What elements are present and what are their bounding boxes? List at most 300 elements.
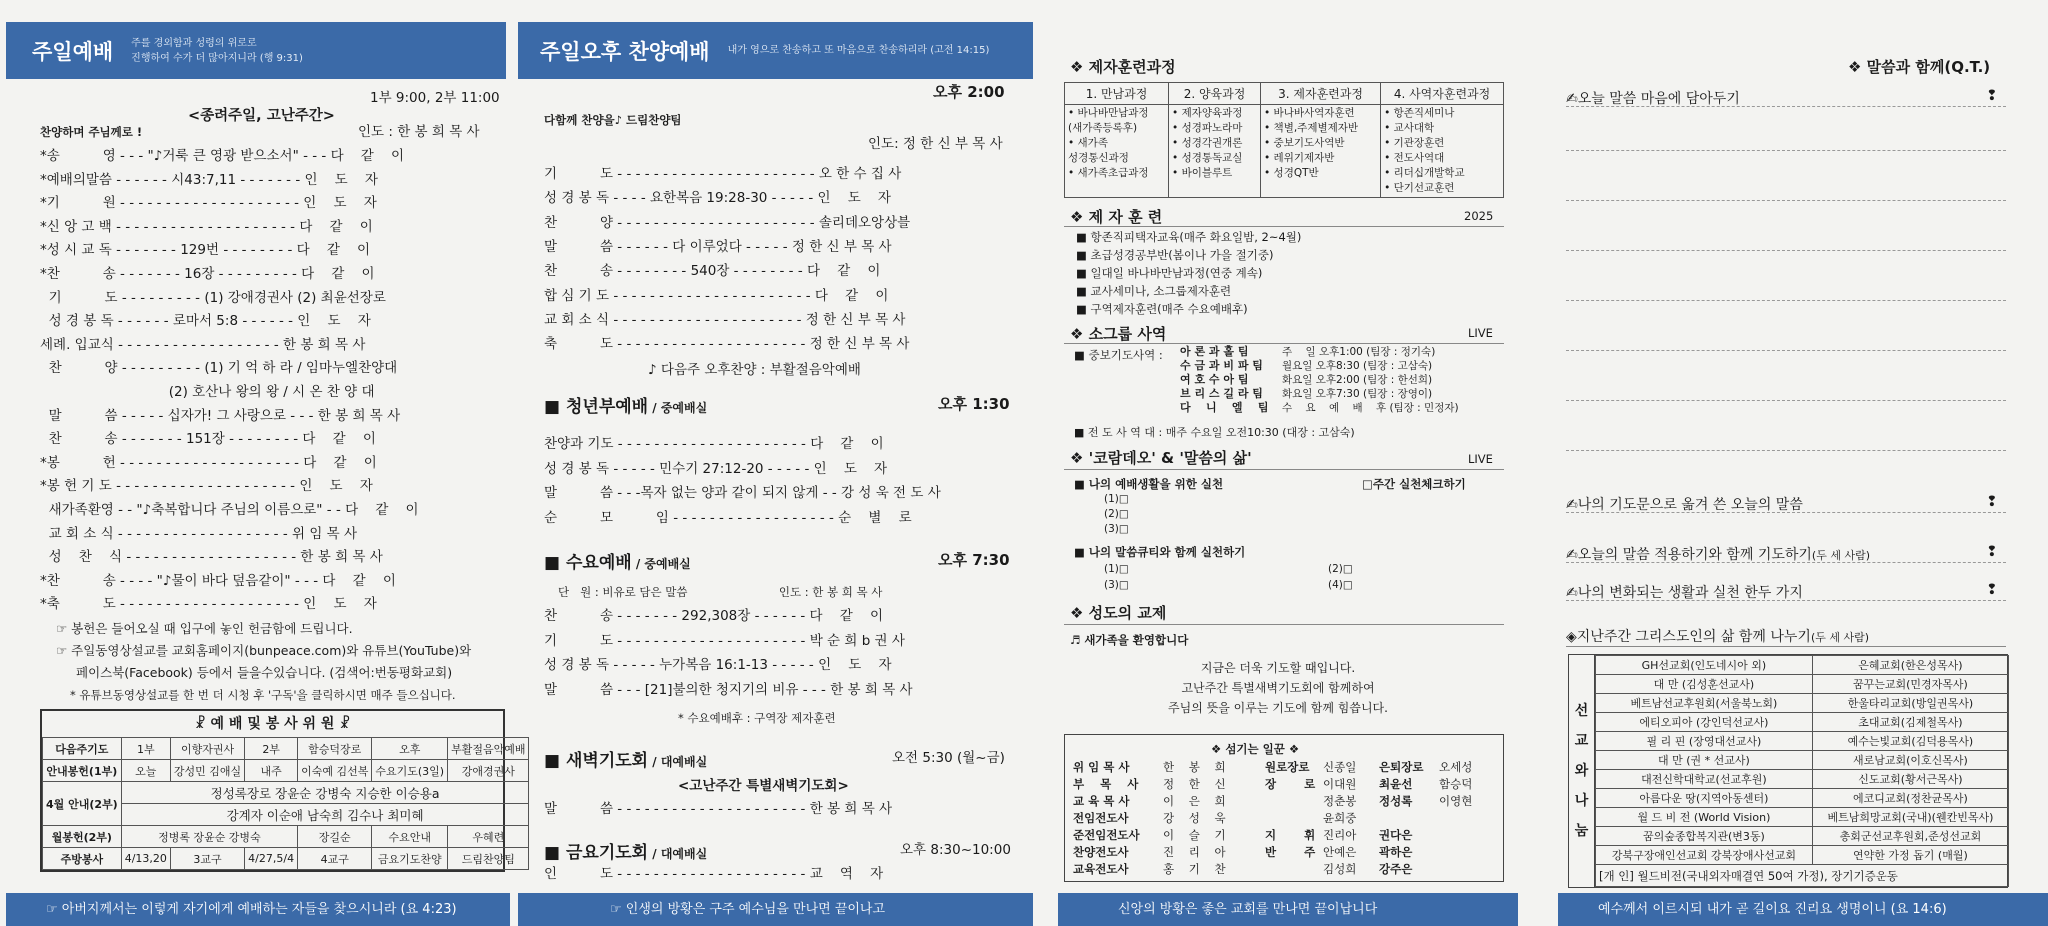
discipleship-item: ■ 일대일 바나바만남과정(연중 계속) — [1076, 266, 1263, 280]
dawn-time: 오전 5:30 (월~금) — [892, 750, 1005, 766]
afternoon-worship-column — [518, 0, 1033, 926]
youth-worship-title — [544, 392, 707, 417]
qt-share-text: ◈지난주간 그리스도인의 삶 함께 나누기 — [1566, 629, 1811, 645]
qt-share-sub: (두 세 사람) — [1810, 631, 1870, 644]
service-item: 교 회 소 식 - - - - - - - - - - - - - - - - - - - 위 임 목 사 — [40, 525, 358, 542]
table-cell: 4/27,5/4 — [245, 848, 298, 870]
training-item: • 성경QT반 — [1264, 167, 1319, 179]
mission-cell: 한울타리교회(방일권목사) — [1812, 694, 2008, 713]
team-name: 수 금 과 비 파 팀 — [1180, 359, 1263, 372]
side-char: 선 — [1574, 703, 1589, 719]
service-item: 말 씀 - - - - - 십자가! 그 사랑으로 - - - 한 봉 희 목 사 — [40, 407, 401, 424]
mission-cell: 초대교회(김제철목사) — [1812, 713, 2008, 732]
training-item: • 레위기제자반 — [1264, 152, 1335, 164]
staff-name: 홍 기 찬 — [1163, 862, 1226, 876]
service-time: 1부 9:00, 2부 11:00 — [370, 90, 500, 106]
staff-title: ❖ 섬기는 일꾼 ❖ — [1211, 742, 1300, 756]
table-cell: 4월 안내(2부) — [43, 782, 122, 826]
table-cell: 강성민 김애실 — [170, 760, 244, 782]
training-item: • 전도사역대 — [1384, 152, 1445, 164]
staff-role: 찬양전도사 — [1073, 845, 1129, 859]
note-youtube: * 유튜브동영상설교를 한 번 더 시청 후 '구독'을 클릭하시면 매주 들으십니다. — [70, 688, 456, 702]
wed-place: / 중예배실 — [631, 557, 691, 571]
staff-name: 강 성 욱 — [1163, 811, 1226, 825]
service-item: 말 씀 - - - [21]불의한 청지기의 비유 - - - 한 봉 희 목 사 — [544, 681, 913, 698]
table-cell: 정성록장로 장윤순 강병숙 지승한 이승용a — [121, 782, 529, 804]
service-item: (2) 호산나 왕의 왕 / 시 온 찬 양 대 — [40, 384, 375, 400]
staff-role: 부 목 사 — [1073, 777, 1139, 791]
sunday-worship-header — [6, 22, 506, 79]
mission-cell: 필 리 핀 (장영대선교사) — [1596, 732, 1813, 751]
answer-line — [1566, 200, 2006, 201]
staff-cell: 곽하은 — [1379, 845, 1413, 859]
checkbox: (2)□ — [1328, 563, 1353, 575]
table-cell: 수요기도(3일) — [372, 760, 448, 782]
note-offering: ☞ 봉헌은 들어오실 때 입구에 놓인 헌금함에 드립니다. — [56, 621, 353, 636]
mission-cell: 베트남희망교회(국내)(웬칸빈목사) — [1812, 808, 2008, 827]
mission-cell: 총회군선교후원회,준성선교회 — [1812, 827, 2008, 846]
mission-cell: [개 인] 월드비전(국내외자매결연 50여 가정), 장기기증운동 — [1596, 865, 2009, 887]
service-item: 찬 양 - - - - - - - - - - - - - - - - - - - - - - 솔리데오앙상블 — [544, 214, 911, 231]
dawn-subtitle: <고난주간 특별새벽기도회> — [678, 778, 849, 794]
staff-cell: 함승덕 — [1439, 777, 1473, 791]
team-name: 다 니 엘 팀 — [1180, 401, 1269, 414]
mission-row — [1596, 865, 2009, 887]
wed-time: 오후 7:30 — [938, 551, 1010, 569]
discipleship-year: 2025 — [1464, 209, 1494, 223]
header-verse-line1: 주를 경외함과 성령의 위로로 — [131, 37, 257, 49]
youth-place: / 중예배실 — [648, 401, 708, 415]
training-item: • 성경통독교실 — [1172, 152, 1243, 164]
committee-row — [43, 848, 529, 870]
answer-line — [1566, 400, 2006, 401]
training-item: • 리더십개발학교 — [1384, 167, 1465, 179]
mission-row — [1596, 827, 2009, 846]
side-char: 교 — [1574, 733, 1589, 749]
service-item: *봉 헌 기 도 - - - - - - - - - - - - - - - - - - - - 인 도 자 — [40, 478, 373, 495]
qt-prayer-word: ✍나의 기도문으로 옮겨 쓴 오늘의 말씀 — [1566, 497, 1803, 513]
qt-column — [1558, 0, 2048, 926]
service-item: 기 도 - - - - - - - - - (1) 강애경권사 (2) 최윤선장로 — [40, 289, 386, 306]
training-head-cell: 4. 사역자훈련과정 — [1381, 83, 1504, 105]
header-verse-line2: 진행하여 수가 더 많아지니라 (행 9:31) — [131, 52, 303, 64]
service-item: *성 시 교 독 - - - - - - - 129번 - - - - - - - - 다 같 이 — [40, 242, 371, 259]
training-head — [1065, 83, 1504, 105]
divider — [1064, 624, 1504, 625]
service-item: 찬 송 - - - - - - - 292,308장 - - - - - - 다 같 이 — [544, 608, 884, 624]
training-col — [1261, 105, 1381, 198]
discipleship-item: ■ 교사세미나, 소그룹제자훈련 — [1076, 284, 1232, 298]
mission-cell: 에코디교회(정찬균목사) — [1812, 789, 2008, 808]
service-item: 축 도 - - - - - - - - - - - - - - - - - - - - - 정 한 신 부 목 사 — [544, 336, 910, 353]
checkbox: (3)□ — [1104, 523, 1129, 535]
service-item: 세례. 입교식 - - - - - - - - - - - - - - - - - - 한 봉 희 목 사 — [40, 336, 366, 353]
message-line: 주님의 뜻을 이루는 기도에 함께 힘씁니다. — [1168, 701, 1388, 715]
footer-verse: ☞ 아버지께서는 이렇게 자기에게 예배하는 자들을 찾으시니라 (요 4:23) — [6, 893, 510, 926]
staff-cell: 장 로 — [1265, 777, 1316, 791]
youth-time: 오후 1:30 — [938, 395, 1010, 413]
discipleship-item: ■ 구역제자훈련(매주 수요예배후) — [1076, 302, 1248, 316]
service-item: 찬양과 기도 - - - - - - - - - - - - - - - - - - - - - 다 같 이 — [544, 436, 884, 452]
training-head-cell: 3. 제자훈련과정 — [1261, 83, 1381, 105]
training-col — [1381, 105, 1504, 198]
mission-cell: 예수는빛교회(김덕용목사) — [1812, 732, 2008, 751]
discipleship-item: ■ 항존직피택자교육(매주 화요일밤, 2~4월) — [1076, 230, 1302, 244]
service-item: 찬 송 - - - - - - - - 540장 - - - - - - - - 다 같 이 — [544, 263, 881, 280]
dawn-prayer-title — [544, 746, 707, 771]
staff-cell: 신종일 — [1323, 760, 1357, 774]
qt-apply — [1566, 544, 1870, 564]
service-committee-box — [40, 709, 526, 872]
training-item: • 교사대학 — [1384, 122, 1435, 134]
service-time: 오후 2:00 — [933, 83, 1005, 101]
team-schedule: 수 요 예 배 후 (팀장 : 민정자) — [1282, 402, 1459, 414]
fri-title-text: ■ 금요기도회 — [544, 843, 649, 863]
training-item: • 바나바사역자훈련 — [1264, 107, 1355, 119]
service-item: 교 회 소 식 - - - - - - - - - - - - - - - - - - - - - 정 한 신 부 목 사 — [544, 311, 906, 328]
fellowship-title: ❖ 성도의 교제 — [1070, 604, 1167, 622]
training-item: • 제자양육과정 — [1172, 107, 1243, 119]
staff-cell: 강주은 — [1379, 862, 1413, 876]
mission-cell: 신도교회(황서근목사) — [1812, 770, 2008, 789]
staff-cell: 정성록 — [1379, 794, 1413, 808]
answer-line — [1566, 600, 2006, 601]
discipleship-item: ■ 초급성경공부반(봄이나 가을 절기중) — [1076, 248, 1274, 262]
youth-title-text: ■ 청년부예배 — [544, 397, 649, 417]
staff-name: 이 슬 기 — [1163, 828, 1226, 842]
note-online: ☞ 주일동영상설교를 교회홈페이지(bunpeace.com)와 유튜브(YouTube)와 — [56, 643, 472, 658]
checkbox: (3)□ — [1104, 579, 1129, 591]
table-cell: 오늘 — [121, 760, 170, 782]
friday-prayer-title — [544, 838, 707, 863]
divider — [1064, 469, 1504, 470]
table-cell: 내주 — [245, 760, 298, 782]
mission-box — [1568, 654, 2008, 888]
service-item: 기 도 - - - - - - - - - - - - - - - - - - - - - 박 순 희 b 권 사 — [544, 632, 905, 649]
table-cell: 수요안내 — [372, 826, 448, 848]
service-item: *찬 송 - - - - - - - 16장 - - - - - - - - - 다 같 이 — [40, 266, 375, 282]
staff-role: 교육전도사 — [1073, 862, 1129, 876]
qt-apply-sub: (두 세 사람) — [1811, 549, 1871, 562]
staff-name: 한 봉 희 — [1163, 760, 1226, 774]
training-item: • 바나바만남과정 — [1068, 107, 1149, 119]
answer-line — [1566, 300, 2006, 301]
checkbox: (1)□ — [1104, 493, 1129, 505]
lead-leader: 인도 : 한 봉 희 목 사 — [358, 124, 480, 140]
service-item: *기 원 - - - - - - - - - - - - - - - - - - - - 인 도 자 — [40, 195, 377, 212]
training-item: • 기관장훈련 — [1384, 137, 1445, 149]
mission-cell: 강북구장애인선교회 강북장애사선교회 — [1596, 846, 1813, 865]
service-item: 말 씀 - - - - - - 다 이루었다 - - - - - 정 한 신 부 목 사 — [544, 238, 892, 255]
training-head-cell: 1. 만남과정 — [1065, 83, 1169, 105]
committee-row — [43, 826, 529, 848]
wed-subtitle: 단 원 : 비유로 담은 말씀 인도 : 한 봉 희 목 사 — [558, 585, 883, 599]
training-table — [1064, 82, 1504, 198]
mission-cell: 대 만 (김성훈선교사) — [1596, 675, 1813, 694]
team-name: 브 리 스 길 라 팀 — [1180, 387, 1263, 400]
side-char: 눔 — [1574, 823, 1589, 839]
footer-verse: 예수께서 이르시되 내가 곧 길이요 진리요 생명이니 (요 14:6) — [1558, 893, 2048, 926]
service-item: 새가족환영 - - "♪축복합니다 주님의 이름으로" - - 다 같 이 — [40, 502, 419, 518]
service-item: 성 경 봉 독 - - - - - 누가복음 16:1-13 - - - - - 인 도 자 — [544, 657, 892, 673]
team-schedule: 주 일 오후1:00 (팀장 : 정기숙) — [1282, 346, 1436, 358]
training-item: 성경통신과정 — [1068, 152, 1129, 164]
note-online-2: 페이스북(Facebook) 등에서 들을수있습니다. (검색어:번동평화교회) — [76, 665, 453, 680]
small-group-live: LIVE — [1468, 326, 1493, 340]
team-name: 아 론 과 홀 팀 — [1180, 345, 1249, 358]
training-item: • 새가족초급과정 — [1068, 167, 1149, 179]
service-item: 성 찬 식 - - - - - - - - - - - - - - - - - - - 한 봉 희 목 사 — [40, 549, 383, 566]
service-item: 순 모 임 - - - - - - - - - - - - - - - - - - 순 별 로 — [544, 509, 912, 526]
welcome-newcomers: ♬ 새가족을 환영합니다 — [1070, 633, 1189, 647]
service-subtitle: <종려주일, 고난주간> — [188, 108, 335, 124]
mission-row — [1596, 694, 2009, 713]
staff-cell: 은퇴장로 — [1379, 760, 1424, 774]
header-title: 주일오후 찬양예배 — [540, 39, 710, 64]
team-schedule: 월요일 오후8:30 (팀장 : 고삼숙) — [1282, 360, 1433, 372]
staff-role: 위 임 목 사 — [1073, 760, 1130, 774]
mission-row — [1596, 770, 2009, 789]
committee-table — [42, 737, 529, 870]
pin-icon: ❢ — [1986, 494, 1998, 510]
answer-line — [1566, 350, 2006, 351]
answer-line — [1566, 106, 2006, 107]
table-cell: 1부 — [121, 738, 170, 760]
divider — [1566, 646, 2006, 647]
wed-note: * 수요예배후 : 구역장 제자훈련 — [678, 711, 836, 725]
table-cell: 4/13,20 — [121, 848, 170, 870]
sunday-worship-column — [0, 0, 526, 926]
committee-row — [43, 760, 529, 782]
table-cell: 이향자권사 — [170, 738, 244, 760]
header-verse — [131, 36, 303, 66]
small-group-title: ❖ 소그룹 사역 — [1070, 325, 1167, 343]
committee-row — [43, 782, 529, 804]
staff-cell: 이영현 — [1439, 794, 1473, 808]
service-item: *봉 헌 - - - - - - - - - - - - - - - - - - - - 다 같 이 — [40, 454, 377, 471]
message-line: 지금은 더욱 기도할 때입니다. — [1200, 661, 1356, 675]
intercession-label: ■ 중보기도사역 : — [1074, 348, 1163, 362]
mission-row — [1596, 846, 2009, 865]
mission-cell: 연약한 가정 돕기 (매월) — [1812, 846, 2008, 865]
team-schedule: 화요일 오후7:30 (팀장 : 장영이) — [1282, 388, 1433, 400]
mission-cell: 월 드 비 전 (World Vision) — [1596, 808, 1813, 827]
service-item: *송 영 - - - "♪거룩 큰 영광 받으소서" - - - 다 같 이 — [40, 148, 405, 164]
staff-cell: 원로장로 — [1265, 760, 1310, 774]
footer-verse: 신앙의 방황은 좋은 교회를 만나면 끝이납니다 — [1058, 893, 1518, 926]
mission-cell: 은혜교회(한은성목사) — [1812, 656, 2008, 675]
mission-side-label — [1569, 655, 1595, 887]
answer-line — [1566, 512, 2006, 513]
service-item: 말 씀 - - -목자 없는 양과 같이 되지 않게 - - 강 성 욱 전 도 사 — [544, 485, 941, 501]
answer-line — [1566, 562, 2006, 563]
table-cell: 2부 — [245, 738, 298, 760]
answer-line — [1566, 250, 2006, 251]
lead-text: 다함께 찬양을♪ 드림찬양팀 — [544, 113, 682, 127]
training-head-cell: 2. 양육과정 — [1169, 83, 1261, 105]
staff-name: 이 은 희 — [1163, 794, 1226, 808]
mission-cell: 베트남선교후원회(서울북노회) — [1596, 694, 1813, 713]
fri-place: / 대예배실 — [648, 847, 708, 861]
mission-cell: 꿈의숲종합복지관(변3동) — [1596, 827, 1813, 846]
service-item: 성 경 봉 독 - - - - 요한복음 19:28-30 - - - - - 인 도 자 — [544, 190, 891, 207]
team-schedule: 화요일 오후2:00 (팀장 : 한선희) — [1282, 374, 1433, 386]
table-cell: 안내봉헌(1부) — [43, 760, 122, 782]
staff-role: 교 육 목 사 — [1073, 794, 1130, 808]
table-cell: 오후 — [372, 738, 448, 760]
checkbox: (2)□ — [1104, 508, 1129, 520]
table-cell: 다음주기도 — [43, 738, 122, 760]
staff-cell: 김성희 — [1323, 862, 1357, 876]
staff-cell: 진리아 — [1323, 828, 1357, 842]
training-item: • 바이블루트 — [1172, 167, 1233, 179]
staff-cell: 지 휘 — [1265, 828, 1316, 842]
mission-cell: GH선교회(인도네시아 외) — [1596, 656, 1813, 675]
header-title: 주일예배 — [32, 39, 114, 64]
mission-table — [1595, 655, 2009, 887]
service-item: *찬 송 - - - - "♪물이 바다 덮음같이" - - - 다 같 이 — [40, 572, 396, 589]
service-item: *예배의말씀 - - - - - - 시43:7,11 - - - - - - - 인 도 자 — [40, 171, 378, 188]
training-item: • 성경파노라마 — [1172, 122, 1243, 134]
training-item: • 중보기도사역반 — [1264, 137, 1345, 149]
training-item: • 항존직세미나 — [1384, 107, 1455, 119]
table-cell: 드림찬양팀 — [448, 848, 529, 870]
staff-name: 진 리 아 — [1163, 845, 1226, 859]
mission-row — [1596, 789, 2009, 808]
staff-box — [1064, 734, 1504, 882]
qt-share — [1566, 626, 1869, 646]
table-cell: 부활절음악예배 — [448, 738, 529, 760]
training-item: • 성경각권개론 — [1172, 137, 1243, 149]
staff-cell: 안예은 — [1323, 845, 1357, 859]
mission-row — [1596, 732, 2009, 751]
answer-line — [1566, 150, 2006, 151]
table-cell: 4교구 — [298, 848, 372, 870]
mission-row — [1596, 751, 2009, 770]
dawn-title-text: ■ 새벽기도회 — [544, 751, 649, 771]
mission-cell: 새로남교회(이호신목사) — [1812, 751, 2008, 770]
table-cell: 이숙예 김선복 — [298, 760, 372, 782]
committee-title: ☧ 예 배 및 봉 사 위 원 ☧ — [194, 716, 351, 732]
staff-cell: 이대원 — [1323, 777, 1357, 791]
service-item: 합 심 기 도 - - - - - - - - - - - - - - - - - - - - - - 다 같 이 — [544, 287, 889, 304]
staff-role: 전임전도사 — [1073, 811, 1129, 825]
coram-deo-title: ❖ '코람데오' & '말씀의 삶' — [1070, 449, 1252, 467]
table-cell: 금요기도찬양 — [372, 848, 448, 870]
table-cell: 강애경권사 — [448, 760, 529, 782]
table-cell: 함승덕장로 — [298, 738, 372, 760]
staff-name: 정 한 신 — [1163, 777, 1226, 791]
training-title: ❖ 제자훈련과정 — [1070, 58, 1176, 76]
training-item: (새가족등록후) — [1068, 122, 1138, 134]
lead-text: 찬양하며 주님께로 ! — [40, 125, 143, 139]
mission-cell: 대 만 (권 * 선교사) — [1596, 751, 1813, 770]
mission-row — [1596, 808, 2009, 827]
weekly-check: □주간 실천체크하기 — [1362, 477, 1466, 491]
training-item: • 책별,주제별제자반 — [1264, 122, 1359, 134]
service-item: *신 앙 고 백 - - - - - - - - - - - - - - - - - - - - 다 같 이 — [40, 218, 373, 235]
training-col — [1169, 105, 1261, 198]
table-cell: 정병록 장윤순 강병숙 — [121, 826, 297, 848]
side-char: 와 — [1574, 763, 1589, 779]
side-char: 나 — [1574, 793, 1589, 809]
staff-cell: 정춘봉 — [1323, 794, 1357, 808]
coram-live: LIVE — [1468, 452, 1493, 466]
qt-apply-text: ✍오늘의 말씀 적용하기와 함께 기도하기 — [1566, 547, 1812, 563]
evangelism-team: ■ 전 도 사 역 대 : 매주 수요일 오전10:30 (대장 : 고삼숙) — [1074, 426, 1355, 439]
service-item: 성 경 봉 독 - - - - - - 로마서 5:8 - - - - - - 인 도 자 — [40, 313, 371, 330]
answer-line — [1566, 450, 2006, 451]
pin-icon: ❢ — [1986, 88, 1998, 104]
table-cell: 3교구 — [170, 848, 244, 870]
staff-cell: 오세성 — [1439, 760, 1473, 774]
qt-keep-word: ✍오늘 말씀 마음에 담아두기 — [1566, 91, 1740, 107]
mission-row — [1596, 675, 2009, 694]
pin-icon: ❢ — [1986, 582, 1998, 598]
header-verse: 내가 영으로 찬송하고 또 마음으로 찬송하리라 (고전 14:15) — [727, 45, 990, 56]
staff-cell: 윤희중 — [1323, 811, 1357, 825]
table-cell: 강계자 이순애 남숙희 김수나 최미혜 — [121, 804, 529, 826]
divider — [1064, 226, 1504, 227]
table-cell: 월봉헌(2부) — [43, 826, 122, 848]
pin-icon: ❢ — [1986, 544, 1998, 560]
checkbox: (1)□ — [1104, 563, 1129, 575]
staff-cell: 권다은 — [1379, 828, 1413, 842]
mission-cell: 대전신학대학교(선교후원) — [1596, 770, 1813, 789]
team-name: 여 호 수 아 팀 — [1180, 373, 1249, 386]
committee-row — [43, 738, 529, 760]
training-col — [1065, 105, 1169, 198]
fri-row: 인 도 - - - - - - - - - - - - - - - - - - - - - 교 역 자 — [544, 866, 884, 882]
training-item: • 새가족 — [1068, 137, 1108, 149]
training-item: • 단기선교훈련 — [1384, 182, 1455, 194]
afternoon-worship-header — [518, 22, 1033, 79]
service-item: 찬 송 - - - - - - - 151장 - - - - - - - - 다 같 이 — [40, 431, 376, 448]
mission-cell: 에티오피아 (강인덕선교사) — [1596, 713, 1813, 732]
dawn-row: 말 씀 - - - - - - - - - - - - - - - - - - - - - 한 봉 희 목 사 — [544, 801, 893, 817]
table-cell: 장길순 — [298, 826, 372, 848]
qt-change: ✍나의 변화되는 생활과 실천 한두 가지 — [1566, 585, 1803, 601]
discipleship-column — [1058, 0, 1518, 926]
mission-cell: 꿈꾸는교회(민경자목사) — [1812, 675, 2008, 694]
staff-cell: 최윤선 — [1379, 777, 1413, 791]
mission-row — [1596, 713, 2009, 732]
training-body — [1065, 105, 1504, 198]
service-item: 성 경 봉 독 - - - - - 민수기 27:12-20 - - - - - 인 도 자 — [544, 460, 888, 477]
checkbox: (4)□ — [1328, 579, 1353, 591]
worship-practice: ■ 나의 예배생활을 위한 실천 — [1074, 477, 1224, 491]
next-week-note: ♪ 다음주 오후찬양 : 부활절음악예배 — [648, 362, 861, 378]
service-item: 기 도 - - - - - - - - - - - - - - - - - - - - - - 오 한 수 집 사 — [544, 166, 902, 182]
message-line: 고난주간 특별새벽기도회에 함께하여 — [1181, 681, 1375, 695]
service-item: *축 도 - - - - - - - - - - - - - - - - - - - - 인 도 자 — [40, 596, 377, 613]
mission-row — [1596, 656, 2009, 675]
dawn-place: / 대예배실 — [648, 755, 708, 769]
discipleship-title: ❖ 제 자 훈 련 — [1070, 208, 1163, 226]
table-cell: 우혜련 — [448, 826, 529, 848]
qt-practice: ■ 나의 말씀큐티와 함께 실천하기 — [1074, 545, 1246, 559]
staff-role: 준전임전도사 — [1073, 828, 1140, 842]
wed-title-text: ■ 수요예배 — [544, 553, 632, 573]
staff-cell: 반 주 — [1265, 845, 1316, 859]
table-cell: 주방봉사 — [43, 848, 122, 870]
leader: 인도: 정 한 신 부 목 사 — [868, 136, 1003, 152]
qt-title: ❖ 말씀과 함께(Q.T.) — [1848, 58, 1991, 76]
footer-verse: ☞ 인생의 방황은 구주 예수님을 만나면 끝이나고 — [518, 893, 1033, 926]
wednesday-worship-title — [544, 548, 691, 573]
fri-time: 오후 8:30~10:00 — [900, 842, 1011, 858]
service-item: 찬 양 - - - - - - - - - (1) 기 억 하 라 / 임마누엘찬양대 — [40, 360, 398, 377]
